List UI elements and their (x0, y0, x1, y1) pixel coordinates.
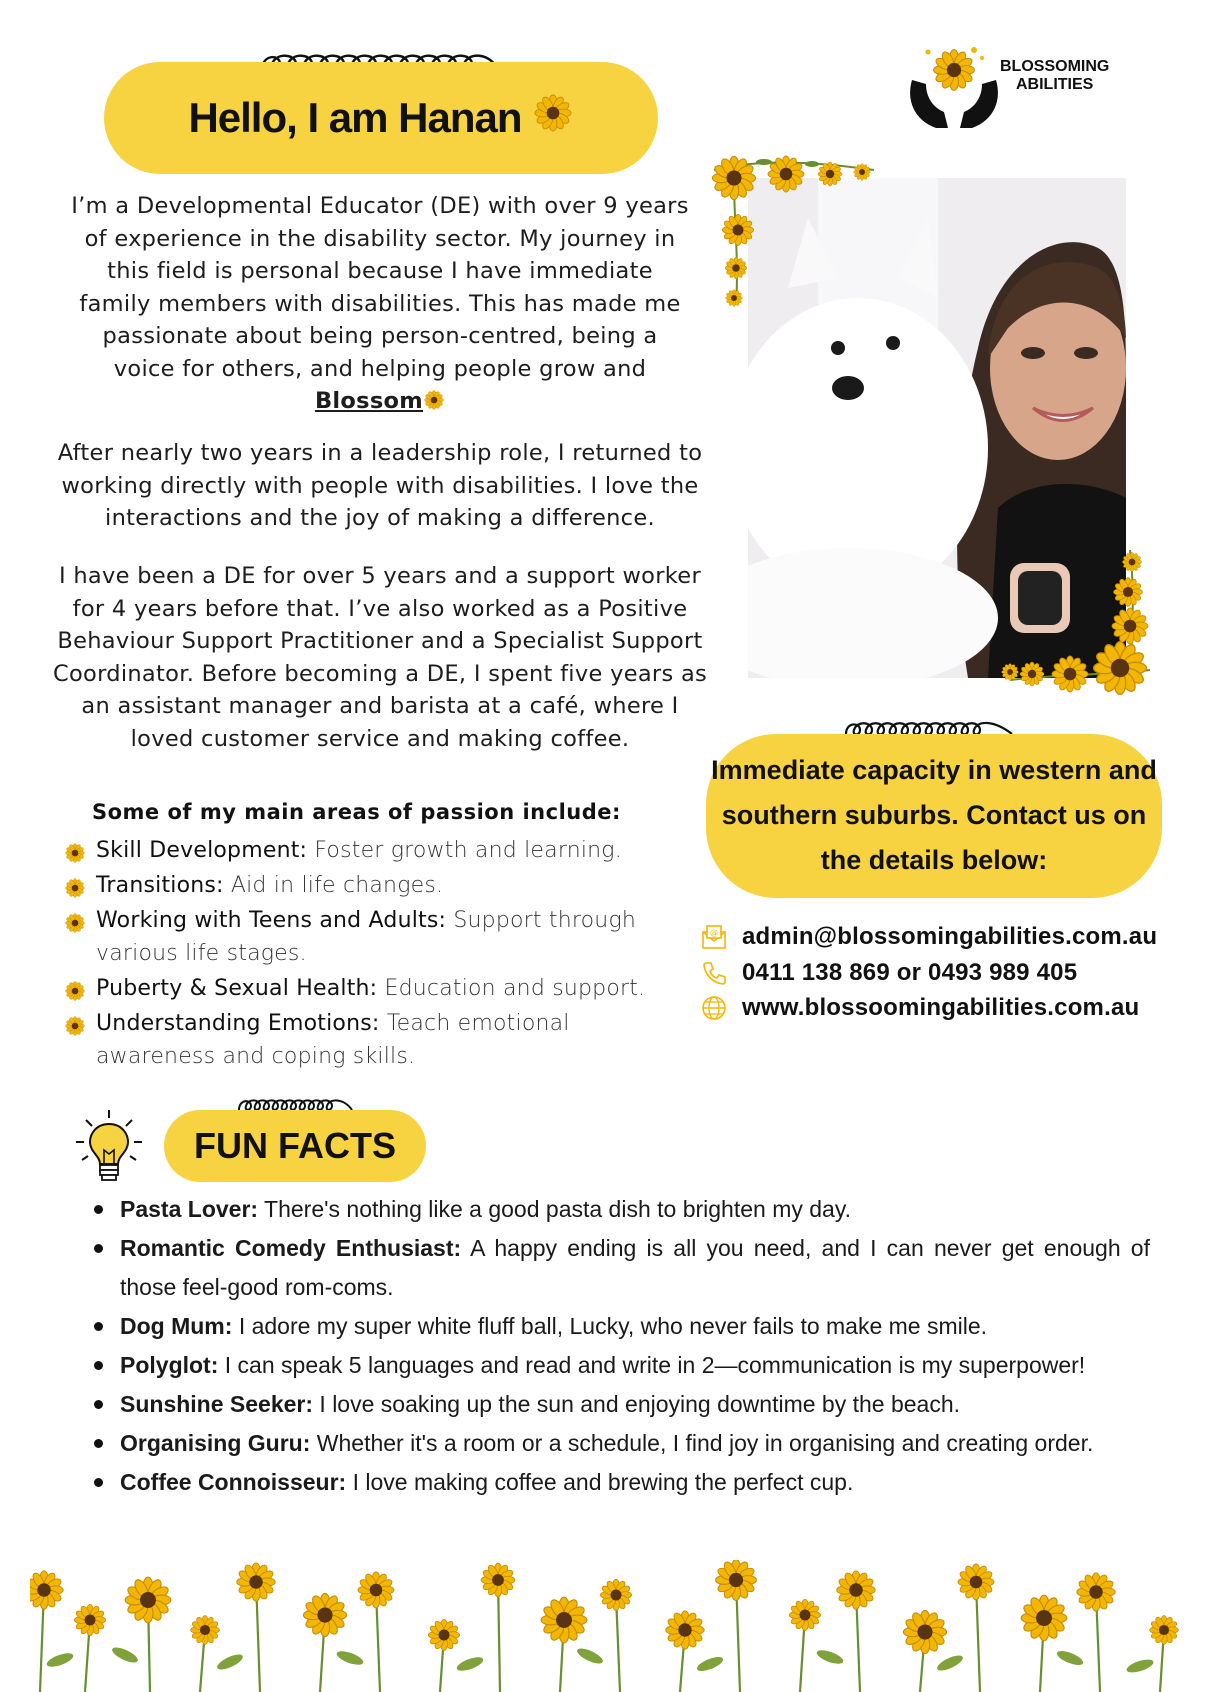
sunflower-icon (64, 911, 86, 944)
fun-facts-title: FUN FACTS (194, 1125, 396, 1166)
intro-paragraph-2: After nearly two years in a leadership role, I returned to working directly with people with disabilities. I love the interactions and the joy of making a difference. (57, 440, 703, 531)
list-item: Dog Mum: I adore my super white fluff ball, Lucky, who never fails to make me smile. (92, 1307, 1150, 1346)
contact-web-row (700, 991, 1139, 1025)
website-link[interactable]: www.blossoomingabilities.com.au (742, 994, 1140, 1021)
sunflower-border-decoration (30, 1560, 1180, 1692)
list-item: Polyglot: I can speak 5 languages and read and write in 2—communication is my superpower! (92, 1346, 1150, 1385)
list-item: Romantic Comedy Enthusiast: A happy ending is all you need, and I can never get enough of those feel-good rom-coms. (92, 1229, 1150, 1307)
contact-email-row (700, 920, 1157, 954)
intro-paragraph-1: I’m a Developmental Educator (DE) with over 9 years of experience in the disability sector. My journey in this field is personal because I have immediate family members with disabilities. This has made me passionate about being person-centred, being a voice for others, and helping people grow and Blossom (71, 193, 689, 414)
list-item: Transitions: Aid in life changes. (64, 869, 674, 902)
email-icon (700, 923, 728, 951)
list-item: Puberty & Sexual Health: Education and support. (64, 972, 674, 1005)
passion-list (64, 834, 674, 1075)
phone-icon (700, 959, 728, 987)
list-item: Working with Teens and Adults: Support through various life stages. (64, 904, 674, 970)
sunflower-icon (423, 388, 445, 414)
svg-text:@: @ (710, 928, 718, 937)
logo-text: BLOSSOMING ABILITIES (1000, 58, 1110, 93)
email-link[interactable]: admin@blossomingabilities.com.au (742, 923, 1158, 950)
list-item: Pasta Lover: There's nothing like a good pasta dish to brighten my day. (92, 1190, 1150, 1229)
list-item: Organising Guru: Whether it's a room or a schedule, I find joy in organising and creating order. (92, 1424, 1150, 1463)
blossom-emphasis: Blossom (314, 388, 424, 414)
list-item: Skill Development: Foster growth and learning. (64, 834, 674, 867)
page-title: Hello, I am Hanan (104, 62, 658, 174)
intro-paragraph-3: I have been a DE for over 5 years and a support worker for 4 years before that. I’ve also worked as a Positive Behaviour Support Practitioner and a Specialist Support Coordinator. Before becoming a DE, I spent five years as an assistant manager and barista at a café, where I loved customer service and making coffee. (52, 563, 708, 752)
sunflower-icon (64, 1014, 86, 1047)
sunflower-decoration (694, 140, 894, 320)
passion-heading: Some of my main areas of passion include: (92, 800, 621, 824)
list-item: Understanding Emotions: Teach emotional awareness and coping skills. (64, 1007, 674, 1073)
contact-phone-row (700, 956, 1077, 990)
list-item: Coffee Connoisseur: I love making coffee and brewing the perfect cup. (92, 1463, 1150, 1502)
globe-icon (700, 994, 728, 1022)
sunflower-icon (532, 92, 574, 144)
list-item: Sunshine Seeker: I love soaking up the sun and enjoying downtime by the beach. (92, 1385, 1150, 1424)
phone-link[interactable]: 0411 138 869 or 0493 989 405 (742, 959, 1078, 986)
fun-facts-list (92, 1190, 1150, 1502)
sunflower-decoration (990, 540, 1170, 700)
lightbulb-icon (74, 1108, 144, 1188)
capacity-notice: Immediate capacity in western and southern suburbs. Contact us on the details below: (711, 755, 1157, 875)
